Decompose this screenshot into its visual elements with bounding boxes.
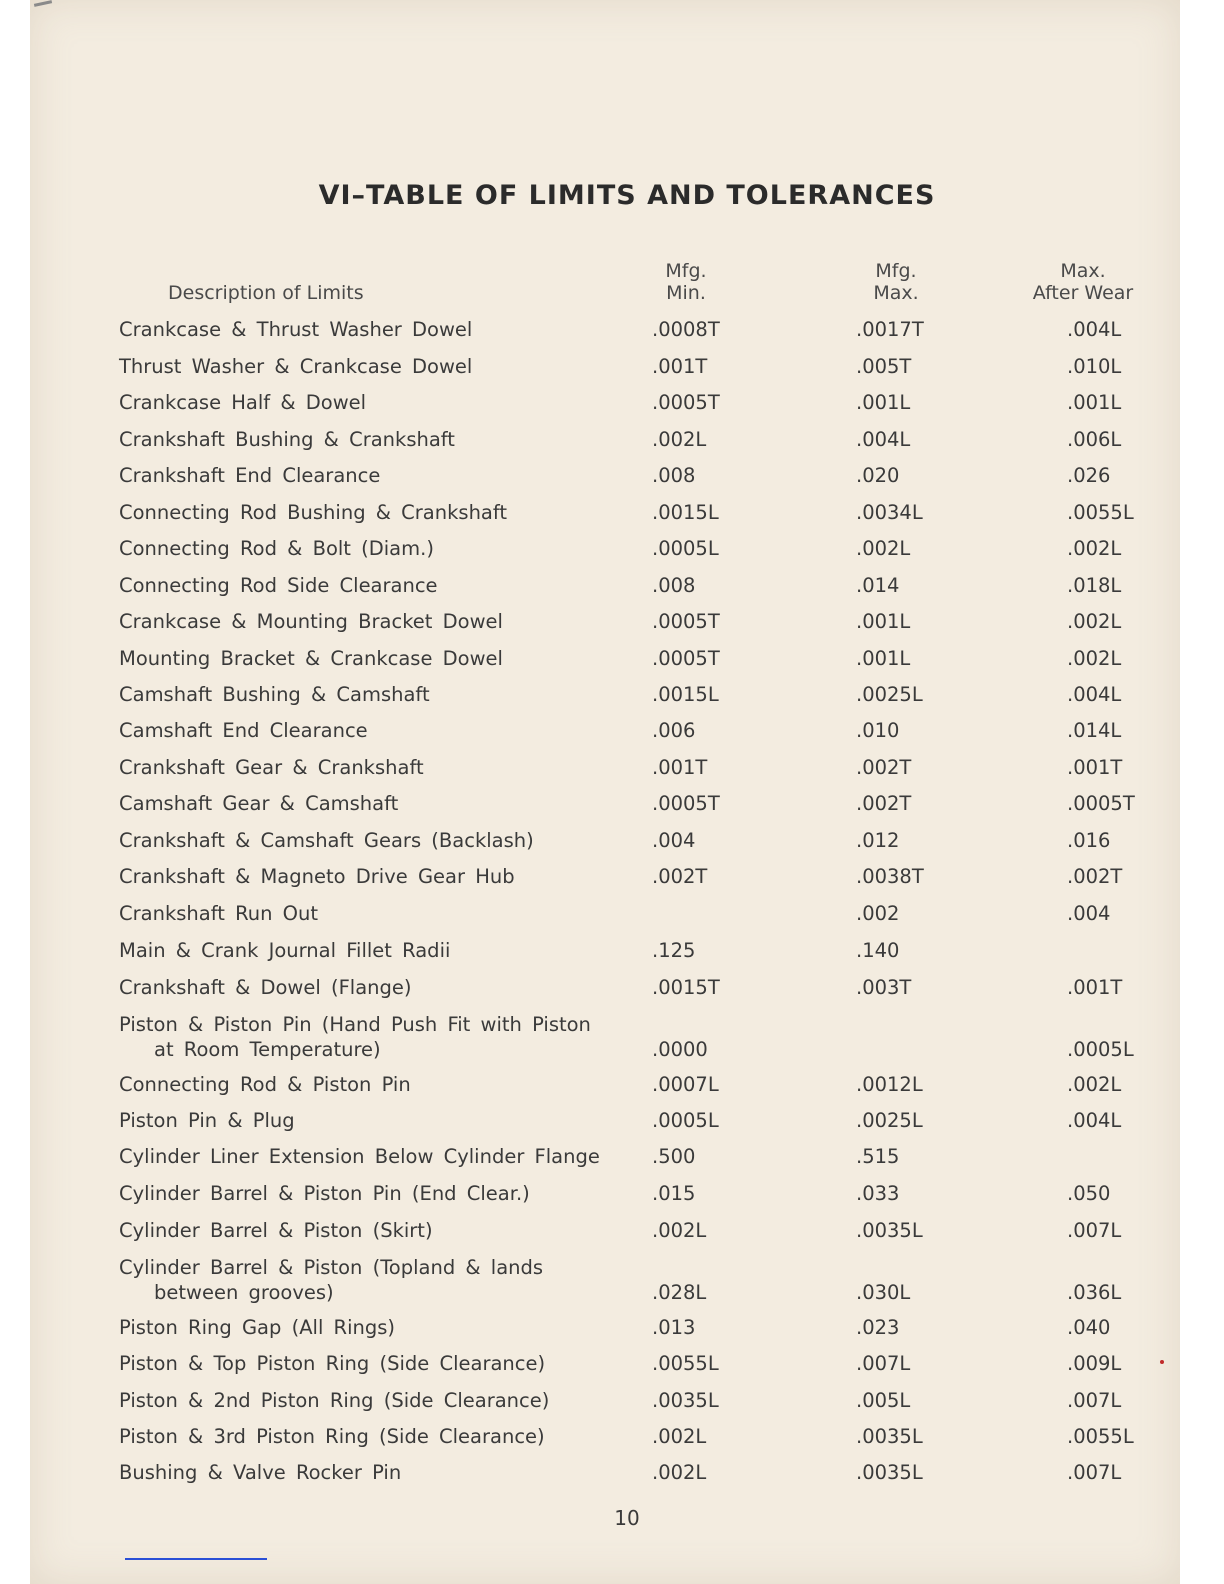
header-mfg-min bbox=[606, 260, 766, 304]
cell-mfg-max: .0025L bbox=[856, 683, 923, 706]
cell-max-after-wear: .026 bbox=[1067, 464, 1111, 487]
cell-mfg-max: .140 bbox=[856, 939, 900, 962]
cell-max-after-wear: .016 bbox=[1067, 829, 1111, 852]
page-title: VI–TABLE OF LIMITS AND TOLERANCES bbox=[318, 180, 936, 211]
cell-mfg-max: .023 bbox=[856, 1316, 900, 1339]
row-description-line2: between grooves) bbox=[154, 1281, 334, 1304]
cell-mfg-max: .0035L bbox=[856, 1461, 923, 1484]
cell-mfg-min: .006 bbox=[652, 719, 696, 742]
table-row bbox=[0, 1316, 1224, 1348]
table-row bbox=[0, 1109, 1224, 1141]
row-description-line1: Crankshaft Gear & Crankshaft bbox=[119, 756, 424, 779]
row-description-line1: Piston Pin & Plug bbox=[119, 1109, 295, 1132]
cell-max-after-wear: .001T bbox=[1067, 976, 1123, 999]
row-description-line1: Connecting Rod & Piston Pin bbox=[119, 1073, 411, 1096]
table-row bbox=[0, 464, 1224, 496]
table-row bbox=[0, 792, 1224, 824]
row-description bbox=[119, 1109, 295, 1132]
table-row bbox=[0, 756, 1224, 788]
cell-max-after-wear: .004L bbox=[1067, 683, 1122, 706]
cell-mfg-min: .013 bbox=[652, 1316, 696, 1339]
header-description: Description of Limits bbox=[168, 282, 364, 304]
cell-mfg-max: .0035L bbox=[856, 1425, 923, 1448]
row-description-line1: Piston & Top Piston Ring (Side Clearance) bbox=[119, 1352, 546, 1375]
cell-max-after-wear: .0005L bbox=[1067, 1038, 1134, 1061]
cell-mfg-min: .008 bbox=[652, 574, 696, 597]
cell-max-after-wear: .001T bbox=[1067, 756, 1123, 779]
row-description bbox=[119, 792, 398, 815]
table-row bbox=[0, 574, 1224, 606]
table-row bbox=[0, 391, 1224, 423]
cell-max-after-wear: .004L bbox=[1067, 318, 1122, 341]
cell-mfg-min: .002L bbox=[652, 1425, 707, 1448]
table-row bbox=[0, 1461, 1224, 1493]
cell-mfg-min: .0005T bbox=[652, 610, 720, 633]
cell-mfg-min: .002T bbox=[652, 865, 708, 888]
table-row bbox=[0, 318, 1224, 350]
cell-mfg-min: .0005T bbox=[652, 391, 720, 414]
cell-mfg-min: .001T bbox=[652, 355, 708, 378]
row-description bbox=[119, 610, 503, 633]
row-description bbox=[119, 1012, 591, 1062]
row-description-line1: Bushing & Valve Rocker Pin bbox=[119, 1461, 402, 1484]
table-row bbox=[0, 829, 1224, 861]
row-description-line1: Connecting Rod Bushing & Crankshaft bbox=[119, 501, 508, 524]
table-row bbox=[0, 902, 1224, 934]
cell-max-after-wear: .009L bbox=[1067, 1352, 1122, 1375]
cell-mfg-max: .0017T bbox=[856, 318, 924, 341]
cell-mfg-max: .030L bbox=[856, 1281, 911, 1304]
cell-max-after-wear: .014L bbox=[1067, 719, 1122, 742]
table-row bbox=[0, 610, 1224, 642]
row-description-line1: Crankcase & Thrust Washer Dowel bbox=[119, 318, 473, 341]
row-description-line1: Cylinder Liner Extension Below Cylinder Flange bbox=[119, 1145, 600, 1168]
row-description-line1: Camshaft Gear & Camshaft bbox=[119, 792, 399, 815]
cell-mfg-max: .005L bbox=[856, 1389, 911, 1412]
table-row bbox=[0, 865, 1224, 897]
row-description bbox=[119, 1219, 433, 1242]
cell-mfg-min: .004 bbox=[652, 829, 696, 852]
row-description-line1: Camshaft End Clearance bbox=[119, 719, 368, 742]
cell-mfg-min: .0035L bbox=[652, 1389, 719, 1412]
row-description-line1: Crankcase Half & Dowel bbox=[119, 391, 367, 414]
cell-mfg-max: .007L bbox=[856, 1352, 911, 1375]
cell-mfg-min: .0015L bbox=[652, 501, 719, 524]
cell-mfg-max: .020 bbox=[856, 464, 900, 487]
cell-max-after-wear: .007L bbox=[1067, 1389, 1122, 1412]
cell-mfg-max: .002T bbox=[856, 756, 912, 779]
row-description-line1: Connecting Rod Side Clearance bbox=[119, 574, 438, 597]
cell-mfg-min: .002L bbox=[652, 428, 707, 451]
row-description-line1: Crankshaft Bushing & Crankshaft bbox=[119, 428, 455, 451]
cell-mfg-min: .015 bbox=[652, 1182, 696, 1205]
row-description bbox=[119, 902, 318, 925]
header-mfg-max-line1: Mfg. bbox=[875, 260, 917, 282]
row-description-line1: Crankcase & Mounting Bracket Dowel bbox=[119, 610, 503, 633]
row-description-line1: Crankshaft & Magneto Drive Gear Hub bbox=[119, 865, 515, 888]
cell-mfg-max: .002T bbox=[856, 792, 912, 815]
cell-mfg-min: .0007L bbox=[652, 1073, 719, 1096]
stray-mark bbox=[1160, 1360, 1164, 1364]
cell-max-after-wear: .004 bbox=[1067, 902, 1111, 925]
table-row bbox=[0, 1389, 1224, 1421]
cell-mfg-min: .001T bbox=[652, 756, 708, 779]
row-description bbox=[119, 1182, 530, 1205]
table-row bbox=[0, 1255, 1224, 1304]
row-description-line1: Crankshaft Run Out bbox=[119, 902, 319, 925]
cell-mfg-max: .515 bbox=[856, 1145, 900, 1168]
row-description-line1: Cylinder Barrel & Piston (Topland & lands bbox=[119, 1256, 544, 1279]
row-description bbox=[119, 1352, 545, 1375]
row-description-line1: Piston & 3rd Piston Ring (Side Clearance) bbox=[119, 1425, 545, 1448]
header-mfg-min-line1: Mfg. bbox=[665, 260, 707, 282]
cell-max-after-wear: .010L bbox=[1067, 355, 1122, 378]
table-row bbox=[0, 537, 1224, 569]
table-row bbox=[0, 939, 1224, 971]
header-max-after-wear bbox=[1003, 260, 1163, 304]
cell-max-after-wear: .007L bbox=[1067, 1461, 1122, 1484]
cell-max-after-wear: .002L bbox=[1067, 537, 1122, 560]
cell-mfg-max: .0035L bbox=[856, 1219, 923, 1242]
cell-max-after-wear: .0055L bbox=[1067, 501, 1134, 524]
row-description bbox=[119, 976, 412, 999]
cell-max-after-wear: .004L bbox=[1067, 1109, 1122, 1132]
cell-mfg-min: .125 bbox=[652, 939, 696, 962]
cell-mfg-min: .500 bbox=[652, 1145, 696, 1168]
page-number: 10 bbox=[614, 1506, 640, 1530]
row-description-line1: Main & Crank Journal Fillet Radii bbox=[119, 939, 451, 962]
row-description bbox=[119, 1461, 401, 1484]
cell-mfg-min: .0005L bbox=[652, 1109, 719, 1132]
table-row bbox=[0, 647, 1224, 679]
row-description bbox=[119, 647, 503, 670]
table-row bbox=[0, 1073, 1224, 1105]
row-description bbox=[119, 1316, 395, 1339]
cell-mfg-min: .002L bbox=[652, 1219, 707, 1242]
table-row bbox=[0, 976, 1224, 1008]
cell-mfg-min: .002L bbox=[652, 1461, 707, 1484]
cell-mfg-max: .001L bbox=[856, 610, 911, 633]
table-row bbox=[0, 1182, 1224, 1214]
cell-mfg-max: .0025L bbox=[856, 1109, 923, 1132]
cell-mfg-max: .0038T bbox=[856, 865, 924, 888]
cell-mfg-min: .0000 bbox=[652, 1038, 708, 1061]
cell-mfg-max: .033 bbox=[856, 1182, 900, 1205]
cell-mfg-max: .0034L bbox=[856, 501, 923, 524]
cell-mfg-max: .004L bbox=[856, 428, 911, 451]
row-description bbox=[119, 537, 434, 560]
row-description bbox=[119, 464, 380, 487]
cell-mfg-min: .0005T bbox=[652, 792, 720, 815]
row-description bbox=[119, 1255, 543, 1305]
cell-mfg-max: .010 bbox=[856, 719, 900, 742]
table-row bbox=[0, 1219, 1224, 1251]
row-description-line1: Thrust Washer & Crankcase Dowel bbox=[119, 355, 473, 378]
row-description-line1: Cylinder Barrel & Piston (Skirt) bbox=[119, 1219, 433, 1242]
header-max-after-wear-line2: After Wear bbox=[1032, 282, 1134, 304]
cell-mfg-min: .0005L bbox=[652, 537, 719, 560]
cell-max-after-wear: .002L bbox=[1067, 647, 1122, 670]
row-description-line1: Mounting Bracket & Crankcase Dowel bbox=[119, 647, 503, 670]
cell-max-after-wear: .002T bbox=[1067, 865, 1123, 888]
row-description bbox=[119, 428, 455, 451]
table-row bbox=[0, 1352, 1224, 1384]
cell-mfg-max: .002 bbox=[856, 902, 900, 925]
cell-mfg-max: .003T bbox=[856, 976, 912, 999]
cell-max-after-wear: .002L bbox=[1067, 1073, 1122, 1096]
row-description-line1: Piston & 2nd Piston Ring (Side Clearance) bbox=[119, 1389, 550, 1412]
row-description bbox=[119, 574, 438, 597]
row-description-line1: Cylinder Barrel & Piston Pin (End Clear.) bbox=[119, 1182, 530, 1205]
row-description bbox=[119, 683, 430, 706]
row-description-line1: Piston Ring Gap (All Rings) bbox=[119, 1316, 396, 1339]
cell-mfg-max: .014 bbox=[856, 574, 900, 597]
row-description bbox=[119, 1073, 411, 1096]
cell-mfg-min: .0015L bbox=[652, 683, 719, 706]
header-mfg-max-line2: Max. bbox=[873, 282, 919, 304]
row-description bbox=[119, 391, 366, 414]
underline-mark bbox=[125, 1558, 267, 1560]
cell-max-after-wear: .036L bbox=[1067, 1281, 1122, 1304]
header-mfg-max bbox=[816, 260, 976, 304]
cell-max-after-wear: .0005T bbox=[1067, 792, 1135, 815]
row-description bbox=[119, 1389, 549, 1412]
cell-max-after-wear: .001L bbox=[1067, 391, 1122, 414]
row-description bbox=[119, 501, 507, 524]
cell-mfg-min: .0005T bbox=[652, 647, 720, 670]
cell-max-after-wear: .002L bbox=[1067, 610, 1122, 633]
cell-mfg-min: .008 bbox=[652, 464, 696, 487]
header-mfg-min-line2: Min. bbox=[666, 282, 706, 304]
row-description bbox=[119, 1425, 545, 1448]
cell-mfg-max: .002L bbox=[856, 537, 911, 560]
cell-max-after-wear: .0055L bbox=[1067, 1425, 1134, 1448]
header-max-after-wear-line1: Max. bbox=[1060, 260, 1106, 282]
cell-mfg-min: .028L bbox=[652, 1281, 707, 1304]
table-row bbox=[0, 719, 1224, 751]
row-description-line2: at Room Temperature) bbox=[154, 1038, 381, 1061]
cell-mfg-max: .001L bbox=[856, 391, 911, 414]
cell-max-after-wear: .007L bbox=[1067, 1219, 1122, 1242]
row-description-line1: Crankshaft & Camshaft Gears (Backlash) bbox=[119, 829, 534, 852]
table-row bbox=[0, 1425, 1224, 1457]
row-description bbox=[119, 318, 472, 341]
cell-mfg-max: .012 bbox=[856, 829, 900, 852]
row-description bbox=[119, 865, 515, 888]
row-description-line1: Crankshaft End Clearance bbox=[119, 464, 381, 487]
row-description-line1: Crankshaft & Dowel (Flange) bbox=[119, 976, 412, 999]
table-row bbox=[0, 428, 1224, 460]
row-description bbox=[119, 719, 368, 742]
row-description-line1: Camshaft Bushing & Camshaft bbox=[119, 683, 430, 706]
table-row bbox=[0, 683, 1224, 715]
table-row bbox=[0, 1145, 1224, 1177]
table-row bbox=[0, 501, 1224, 533]
row-description bbox=[119, 1145, 600, 1168]
cell-mfg-min: .0015T bbox=[652, 976, 720, 999]
cell-mfg-max: .005T bbox=[856, 355, 912, 378]
row-description bbox=[119, 756, 424, 779]
table-row bbox=[0, 1012, 1224, 1061]
cell-max-after-wear: .050 bbox=[1067, 1182, 1111, 1205]
cell-mfg-max: .0012L bbox=[856, 1073, 923, 1096]
row-description-line1: Piston & Piston Pin (Hand Push Fit with Piston bbox=[119, 1013, 591, 1036]
cell-max-after-wear: .006L bbox=[1067, 428, 1122, 451]
row-description-line1: Connecting Rod & Bolt (Diam.) bbox=[119, 537, 434, 560]
cell-max-after-wear: .040 bbox=[1067, 1316, 1111, 1339]
table-row bbox=[0, 355, 1224, 387]
row-description bbox=[119, 829, 534, 852]
cell-mfg-min: .0055L bbox=[652, 1352, 719, 1375]
row-description bbox=[119, 355, 472, 378]
cell-mfg-min: .0008T bbox=[652, 318, 720, 341]
row-description bbox=[119, 939, 450, 962]
cell-mfg-max: .001L bbox=[856, 647, 911, 670]
cell-max-after-wear: .018L bbox=[1067, 574, 1122, 597]
